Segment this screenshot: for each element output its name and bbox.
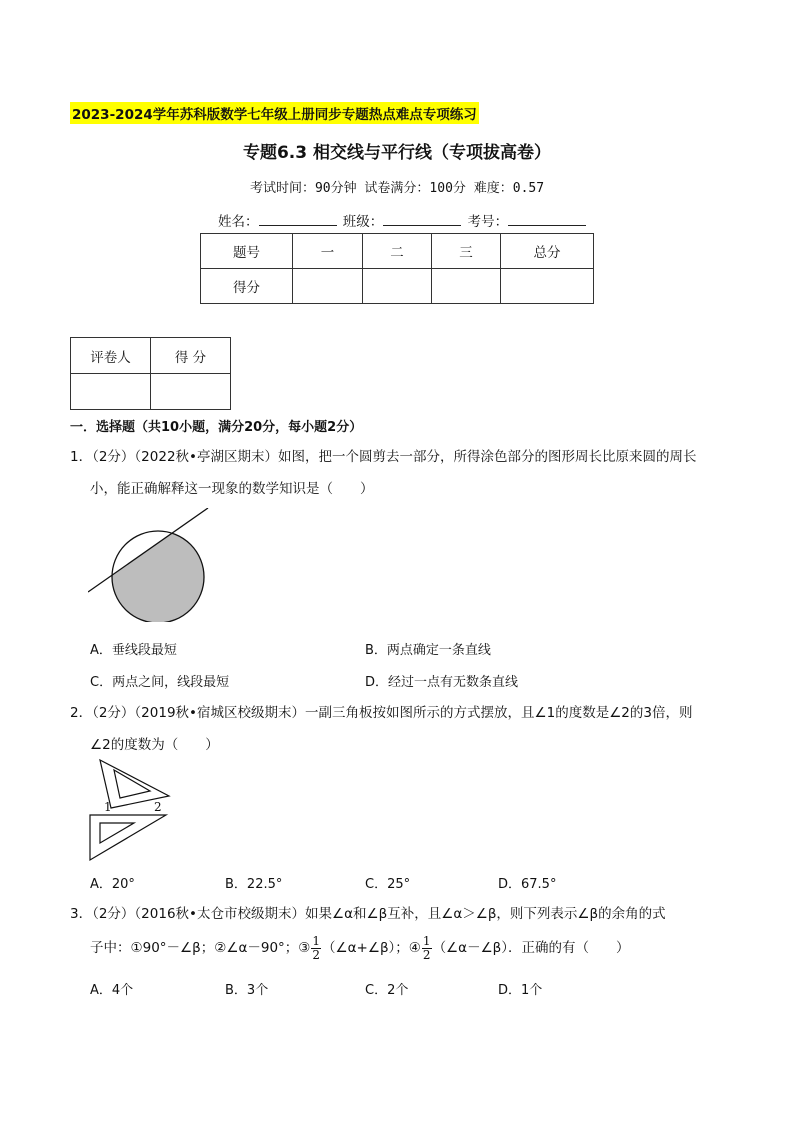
score-header-cell: 二 [363,234,432,269]
score-cell[interactable] [432,269,501,304]
q1-option-d[interactable]: D．经过一点有无数条直线 [365,675,519,690]
q3-line1: 3．（2分）（2016秋•太仓市校级期末）如果∠α和∠β互补，且∠α＞∠β，则下列表示∠β的余角的式 [70,906,666,922]
class-field[interactable] [383,212,461,226]
q3-option-c[interactable]: C．2个 [365,983,409,998]
section-heading: 一．选择题（共10小题，满分20分，每小题2分） [70,420,363,435]
set-square-top-inner [114,770,150,798]
q2-line2: ∠2的度数为（ ） [90,737,219,753]
score-header-cell: 一 [293,234,363,269]
page-title: 专题6.3 相交线与平行线（专项拔高卷） [242,143,552,163]
angle-label-2: 2 [154,800,162,814]
score-cell[interactable] [363,269,432,304]
score-table [200,233,594,304]
score-row-label: 得分 [201,269,293,304]
q3-line2 [90,932,630,964]
score-table-header-row [201,234,594,269]
q1-option-b[interactable]: B．两点确定一条直线 [365,643,491,658]
name-field[interactable] [259,212,337,226]
q3-expr-part2: （∠α+∠β）；④ [322,940,421,956]
q3-option-a[interactable]: A．4个 [90,983,134,998]
number-field[interactable] [508,212,586,226]
q1-line1: 1．（2分）（2022秋•亭湖区期末）如图，把一个圆剪去一部分，所得涂色部分的图形周长比原来圆的周长 [70,449,697,465]
grader-score-header: 得 分 [151,338,231,374]
grader-table [70,337,231,410]
q3-expr-part1: 子中：①90°－∠β；②∠α－90°；③ [90,940,311,956]
set-square-bottom-inner [100,823,134,843]
fraction-denominator: 2 [422,947,431,962]
q1-option-a[interactable]: A．垂线段最短 [90,643,177,658]
q2-option-b[interactable]: B．22.5° [225,877,283,892]
score-table-row [201,269,594,304]
q2-option-a[interactable]: A．20° [90,877,135,892]
exam-info: 考试时间：90分钟 试卷满分：100分 难度：0.57 [249,181,545,196]
number-label: 考号： [467,214,509,230]
q2-triangle-figure [86,758,176,862]
q2-option-c[interactable]: C．25° [365,877,411,892]
score-header-cell: 题号 [201,234,293,269]
reviewer-header: 评卷人 [71,338,151,374]
q2-line1: 2．（2分）（2019秋•宿城区校级期末）一副三角板按如图所示的方式摆放，且∠1的度数是∠2的3倍，则 [70,705,693,721]
score-header-cell: 总分 [501,234,594,269]
fraction-numerator: 1 [312,933,321,948]
series-banner: 2023-2024学年苏科版数学七年级上册同步专题热点难点专项练习 [70,102,479,124]
score-cell[interactable] [501,269,594,304]
q1-circle-figure [88,508,224,622]
reviewer-cell[interactable] [71,374,151,410]
q2-option-d[interactable]: D．67.5° [498,877,557,892]
score-header-cell: 三 [432,234,501,269]
q3-expr-part3: （∠α－∠β）．正确的有（ ） [432,940,630,956]
angle-label-1: 1 [104,800,112,814]
student-fields [218,210,588,230]
q3-option-d[interactable]: D．1个 [498,983,543,998]
grader-score-cell[interactable] [151,374,231,410]
set-square-bottom [90,815,166,860]
fraction-half [422,935,432,962]
fraction-denominator: 2 [312,947,321,962]
fraction-numerator: 1 [422,933,431,948]
score-cell[interactable] [293,269,363,304]
q1-line2: 小，能正确解释这一现象的数学知识是（ ） [90,481,374,497]
name-label: 姓名： [218,214,259,230]
q3-option-b[interactable]: B．3个 [225,983,269,998]
fraction-half [311,935,321,962]
class-label: 班级： [342,214,384,230]
q1-option-c[interactable]: C．两点之间，线段最短 [90,675,230,690]
